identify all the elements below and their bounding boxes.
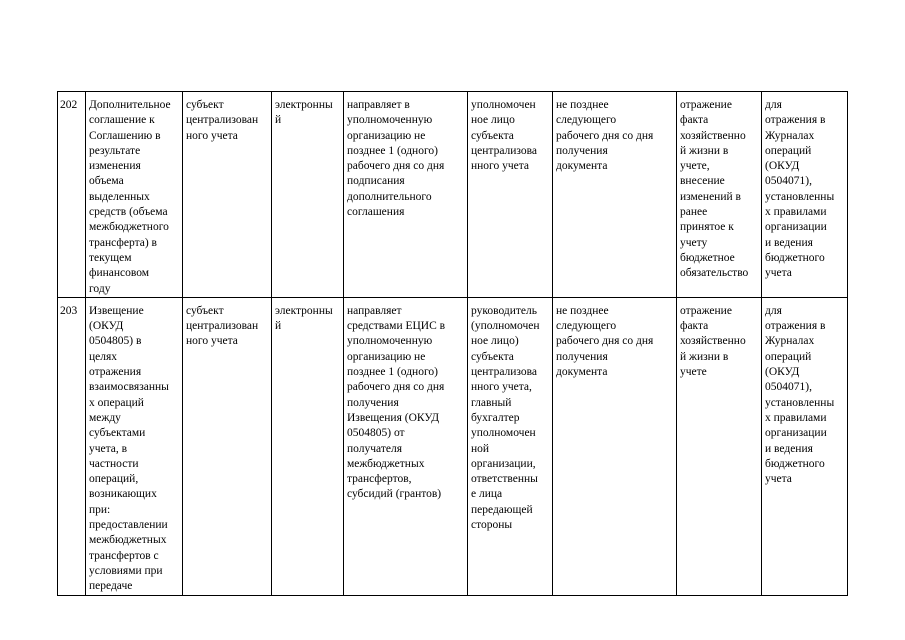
document-name: Извещение (ОКУД 0504805) в целях отражения взаимосвязанны х операций между субъектами учета, в частности операций, возникающих при: предоставлении межбюджетных трансфертов с условиями при передаче (89, 304, 169, 593)
creator: субъект централизован ного учета (186, 99, 259, 142)
journal-cell (762, 92, 848, 298)
signer: уполномочен ное лицо субъекта централизова нного учета (471, 99, 538, 173)
action: направляет в уполномоченную организацию не позднее 1 (одного) рабочего дня со дня подписания дополнительного соглашения (347, 99, 445, 219)
journal: для отражения в Журналах операций (ОКУД 0504071), установленны х правилами организации и ведения бюджетного учета (765, 99, 835, 280)
journal: для отражения в Журналах операций (ОКУД 0504071), установленны х правилами организации и ведения бюджетного учета (765, 304, 835, 486)
action-cell (344, 297, 468, 595)
journal-cell (762, 297, 848, 595)
format: электронны й (275, 99, 333, 127)
creator-cell (183, 92, 272, 298)
signer-cell (468, 297, 553, 595)
row-number-cell (58, 297, 86, 595)
purpose: отражение факта хозяйственно й жизни в учете, внесение изменений в ранее принятое к учету бюджетное обязательство (680, 99, 749, 280)
row-number: 202 (60, 99, 78, 111)
action-cell (344, 92, 468, 298)
document-name-cell (86, 92, 183, 298)
signer-cell (468, 92, 553, 298)
document-table (57, 91, 848, 596)
term-cell (553, 92, 677, 298)
action: направляет средствами ЕЦИС в уполномоченную организацию не позднее 1 (одного) рабочего дня со дня получения Извещения (ОКУД 0504805) от получателя межбюджетных трансфертов, субсидий (грантов) (347, 304, 446, 501)
format-cell (272, 297, 344, 595)
row-number: 203 (60, 304, 78, 317)
creator: субъект централизован ного учета (186, 304, 259, 348)
signer: руководитель (уполномочен ное лицо) субъекта централизова нного учета, главный бухгалтер уполномочен ной организации, ответственны е лица передающей стороны (471, 304, 540, 532)
term-cell (553, 297, 677, 595)
table-row (58, 92, 848, 298)
table-row (58, 297, 848, 595)
term: не позднее следующего рабочего дня со дня получения документа (556, 304, 654, 379)
purpose-cell (677, 297, 762, 595)
row-number-cell (58, 92, 86, 298)
format-cell (272, 92, 344, 298)
term: не позднее следующего рабочего дня со дня получения документа (556, 99, 654, 173)
purpose-cell (677, 92, 762, 298)
document-name: Дополнительное соглашение к Соглашению в результате изменения объема выделенных средств (объема межбюджетного трансферта) в текущем финансовом году (89, 99, 171, 295)
document-name-cell (86, 297, 183, 595)
format: электронны й (275, 304, 333, 333)
purpose: отражение факта хозяйственно й жизни в учете (680, 304, 746, 379)
creator-cell (183, 297, 272, 595)
